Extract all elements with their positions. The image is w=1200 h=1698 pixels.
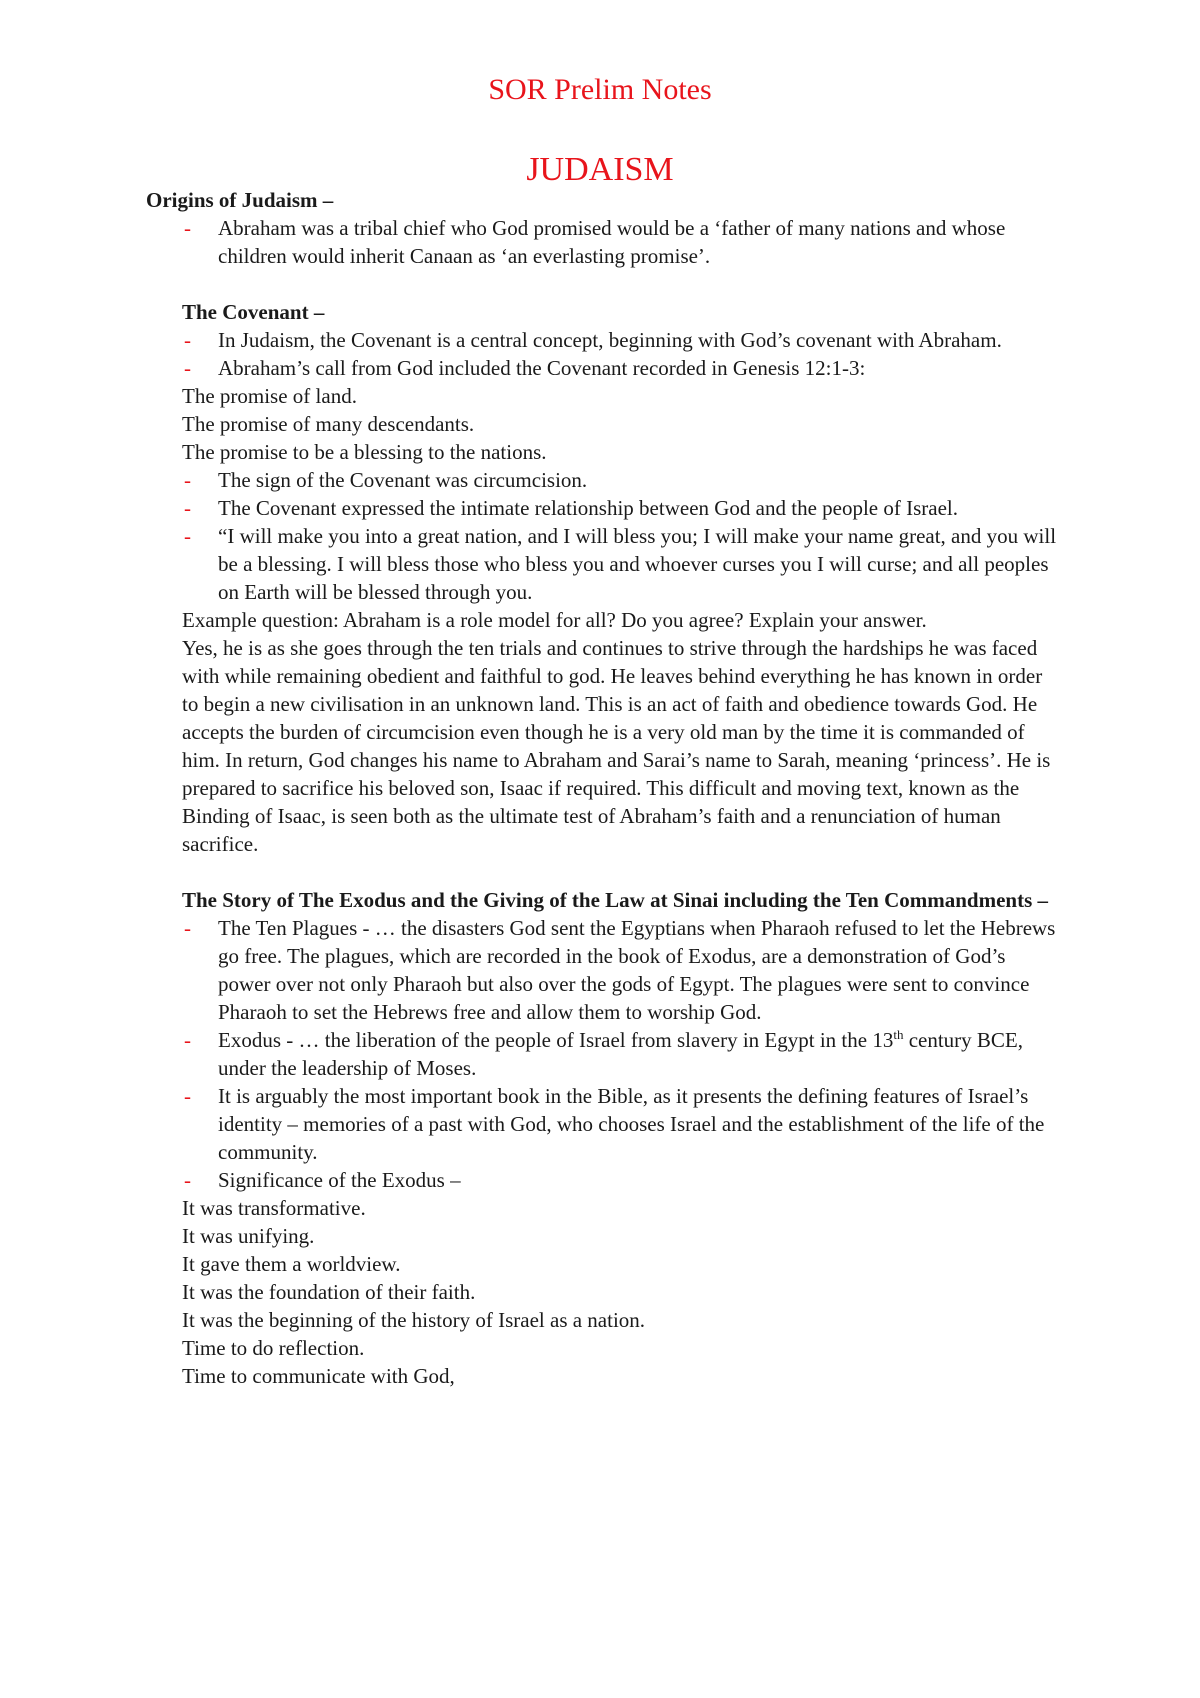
origins-list [182, 214, 1062, 270]
dash-bullet-icon: - [184, 1028, 191, 1052]
significance-line: It gave them a worldview. [182, 1252, 401, 1276]
list-item: - Significance of the Exodus – [184, 1168, 461, 1192]
dash-bullet-icon: - [184, 496, 191, 520]
covenant-list-a [182, 326, 1062, 382]
dash-bullet-icon: - [184, 328, 191, 352]
list-item: - Exodus - … the liberation of the people of Israel from slavery in Egypt in the 13th century BCE, under the leadership of Moses. [184, 1027, 1024, 1080]
list-item: - It is arguably the most important book in the Bible, as it presents the defining features of Israel’s identity – memories of a past with God, who chooses Israel and the establishment of the life of the community. [184, 1084, 1045, 1164]
dash-bullet-icon: - [184, 1168, 191, 1192]
example-answer: Yes, he is as she goes through the ten trials and continues to strive through the hardships he was faced with while remaining obedient and faithful to god. He leaves behind everything he has known in order to begin a new civilisation in an unknown land. This is an act of faith and obedience towards God. He accepts the burden of circumcision even though he is a very old man by the time it is commanded of him. In return, God changes his name to Abraham and Sarai’s name to Sarah, meaning ‘princess’. He is prepared to sacrifice his beloved son, Isaac if required. This difficult and moving text, known as the Binding of Isaac, is seen both as the ultimate test of Abraham’s faith and a renunciation of human sacrifice. [182, 636, 1051, 856]
dash-bullet-icon: - [184, 468, 191, 492]
dash-bullet-icon: - [184, 216, 191, 240]
promise-line: The promise of many descendants. [182, 412, 475, 436]
significance-line: It was the foundation of their faith. [182, 1280, 476, 1304]
significance-line: It was the beginning of the history of Israel as a nation. [182, 1308, 646, 1332]
document-title: SOR Prelim Notes [488, 73, 712, 106]
origins-heading: Origins of Judaism – [146, 188, 334, 212]
significance-line: It was transformative. [182, 1196, 366, 1220]
significance-line: It was unifying. [182, 1224, 315, 1248]
dash-bullet-icon: - [184, 524, 191, 548]
list-item: - Abraham’s call from God included the Covenant recorded in Genesis 12:1-3: [184, 356, 866, 380]
dash-bullet-icon: - [184, 916, 191, 940]
list-item: - The Covenant expressed the intimate relationship between God and the people of Israel. [184, 496, 959, 520]
significance-line: Time to do reflection. [182, 1336, 365, 1360]
covenant-list-b [182, 466, 1062, 606]
list-item: - “I will make you into a great nation, and I will bless you; I will make your name great, and you will be a blessing. I will bless those who bless you and whoever curses you I will curse; and all peoples on Earth will be blessed through you. [184, 524, 1057, 604]
section-title-judaism: JUDAISM [526, 151, 674, 188]
list-item: - The sign of the Covenant was circumcision. [184, 468, 588, 492]
promise-line: The promise to be a blessing to the nations. [182, 440, 547, 464]
significance-line: Time to communicate with God, [182, 1364, 455, 1388]
promise-line: The promise of land. [182, 384, 357, 408]
list-item: - Abraham was a tribal chief who God promised would be a ‘father of many nations and whose children would inherit Canaan as ‘an everlasting promise’. [184, 216, 1006, 268]
dash-bullet-icon: - [184, 356, 191, 380]
covenant-heading: The Covenant – [182, 300, 325, 324]
document-body [146, 186, 1062, 1390]
list-item: - The Ten Plagues - … the disasters God sent the Egyptians when Pharaoh refused to let the Hebrews go free. The plagues, which are recorded in the book of Exodus, are a demonstration of God’s power over not only Pharaoh but also over the gods of Egypt. The plagues were sent to convince Pharaoh to set the Hebrews free and allow them to worship God. [184, 916, 1056, 1024]
exodus-list [182, 914, 1062, 1194]
example-question: Example question: Abraham is a role model for all? Do you agree? Explain your answer. [182, 608, 927, 632]
exodus-heading: The Story of The Exodus and the Giving of the Law at Sinai including the Ten Commandments – [182, 888, 1049, 912]
dash-bullet-icon: - [184, 1084, 191, 1108]
list-item: - In Judaism, the Covenant is a central concept, beginning with God’s covenant with Abraham. [184, 328, 1002, 352]
